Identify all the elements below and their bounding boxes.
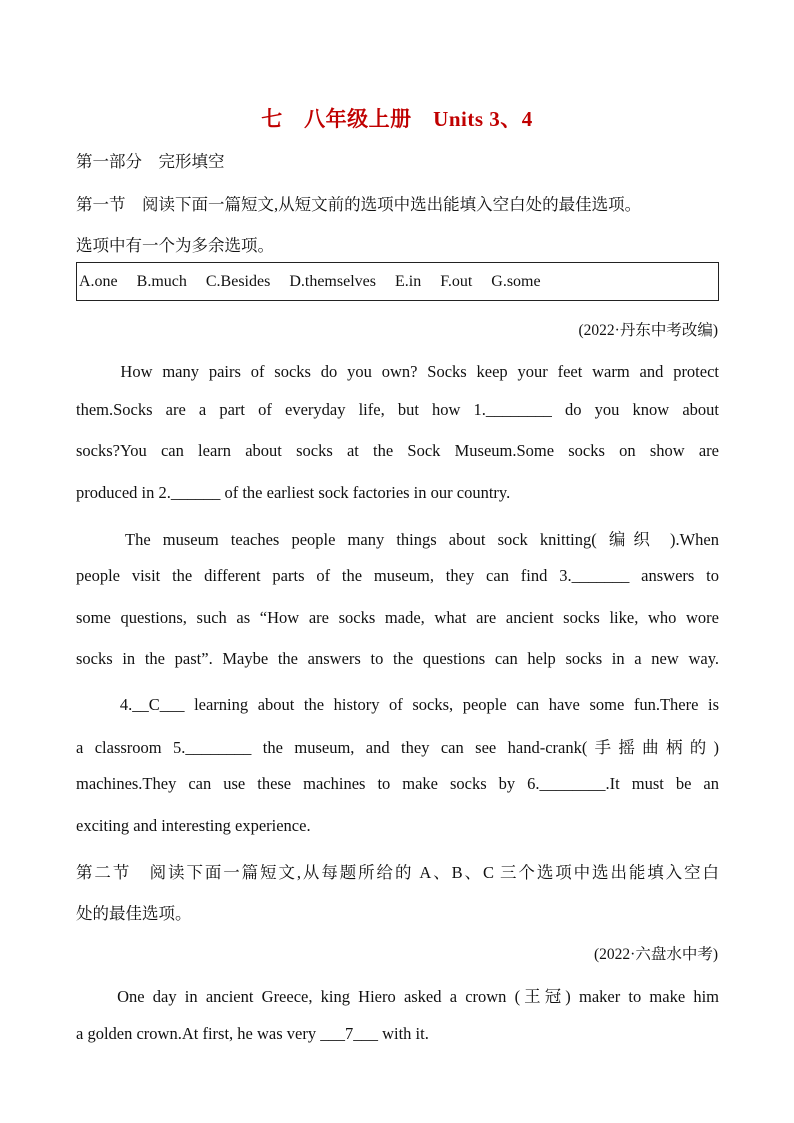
passage1-line: How many pairs of socks do you own? Socks keep your feet warm and protect <box>76 362 719 381</box>
passage1-line: some questions, such as “How are socks made, what are ancient socks like, who wore <box>76 608 719 627</box>
passage1-line: socks?You can learn about socks at the Sock Museum.Some socks on show are <box>76 441 719 460</box>
unit-title: 七 八年级上册 Units 3、4 <box>261 107 533 131</box>
options-box <box>76 262 719 301</box>
option-d: D.themselves <box>289 272 376 290</box>
section1-instruction-line1: 第一节 阅读下面一篇短文,从短文前的选项中选出能填入空白处的最佳选项。 <box>76 195 642 214</box>
option-a: A.one <box>79 272 118 290</box>
option-b: B.much <box>136 272 187 290</box>
option-c: C.Besides <box>205 272 271 290</box>
option-f: F.out <box>440 272 473 290</box>
passage1-line: a classroom 5.________ the museum, and they can see hand-crank(手摇曲柄的) <box>76 738 719 757</box>
passage1-line: people visit the different parts of the museum, they can find 3._______ answers to <box>76 566 719 585</box>
section1-instruction-line2: 选项中有一个为多余选项。 <box>76 236 274 255</box>
passage1-line: exciting and interesting experience. <box>76 816 311 835</box>
passage2-line: a golden crown.At first, he was very ___7___ with it. <box>76 1024 429 1043</box>
section2-instruction-line2: 处的最佳选项。 <box>76 904 192 923</box>
option-g: G.some <box>491 272 541 290</box>
section2-instruction-line1: 第二节 阅读下面一篇短文,从每题所给的 A、B、C 三个选项中选出能填入空白 <box>76 863 719 882</box>
passage1-line: them.Socks are a part of everyday life, but how 1.________ do you know about <box>76 400 719 419</box>
passage1-line: 4.__C___ learning about the history of socks, people can have some fun.There is <box>76 695 719 714</box>
passage1-line: The museum teaches people many things about sock knitting( 编织 ).When <box>76 530 719 549</box>
source-note-2: (2022·六盘水中考) <box>594 946 718 963</box>
passage1-line: socks in the past”. Maybe the answers to the questions can help socks in a new way. <box>76 649 719 668</box>
source-note-1: (2022·丹东中考改编) <box>578 322 718 339</box>
part-heading: 第一部分 完形填空 <box>76 152 225 171</box>
passage1-line: produced in 2.______ of the earliest sock factories in our country. <box>76 483 511 502</box>
option-e: E.in <box>394 272 422 290</box>
passage1-line: machines.They can use these machines to make socks by 6.________.It must be an <box>76 774 719 793</box>
passage2-line: One day in ancient Greece, king Hiero asked a crown (王冠) maker to make him <box>76 987 719 1006</box>
